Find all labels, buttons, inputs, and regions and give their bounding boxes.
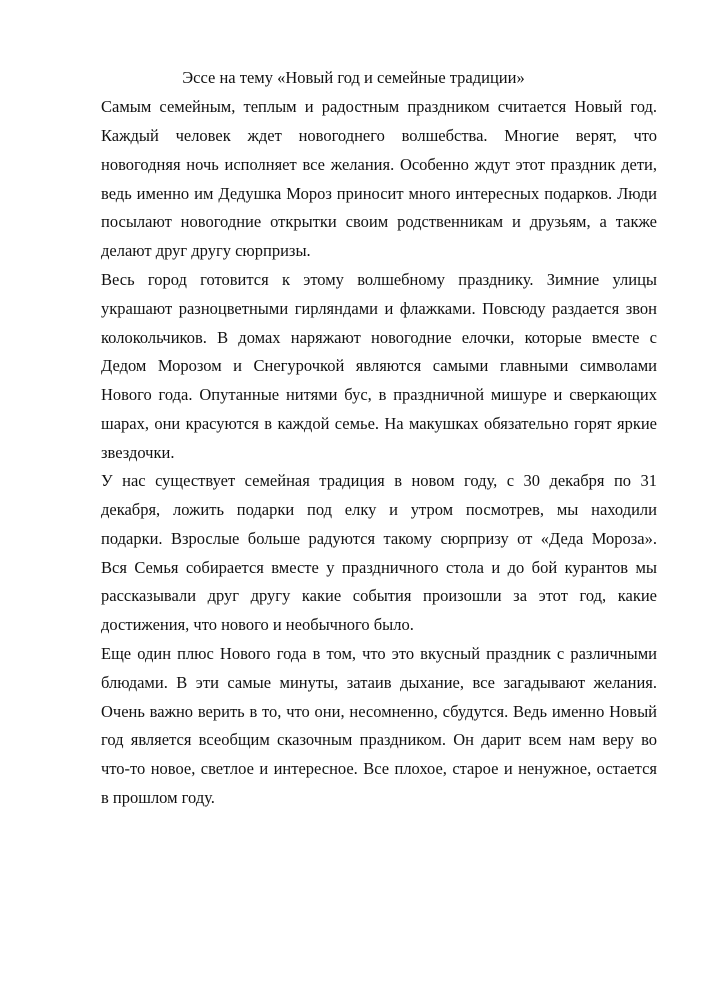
paragraph-1-line: новогодняя ночь исполняет все желания. Особенно ждут этот праздник дети, xyxy=(101,155,657,174)
paragraph-4-line: Еще один плюс Нового года в том, что это вкусный праздник с различными xyxy=(101,644,657,663)
paragraph-3-line: Вся Семья собирается вместе у праздничного стола и до бой курантов мы xyxy=(101,558,657,577)
paragraph-2-line: звездочки. xyxy=(101,443,175,462)
paragraph-1-line: Каждый человек ждет новогоднего волшебства. Многие верят, что xyxy=(101,126,657,145)
paragraph-2-line: Нового года. Опутанные нитями бус, в праздничной мишуре и сверкающих xyxy=(101,385,657,404)
paragraph-4-line: Очень важно верить в то, что они, несомненно, сбудутся. Ведь именно Новый xyxy=(101,702,657,721)
paragraph-2-line: Весь город готовится к этому волшебному празднику. Зимние улицы xyxy=(101,270,657,289)
paragraph-2-line: шарах, они красуются в каждой семье. На макушках обязательно горят яркие xyxy=(101,414,657,433)
paragraph-2-line: украшают разноцветными гирляндами и флажками. Повсюду раздается звон xyxy=(101,299,657,318)
paragraph-4-line: год является всеобщим сказочным праздником. Он дарит всем нам веру во xyxy=(101,730,657,749)
paragraph-2-line: Дедом Морозом и Снегурочкой являются самыми главными символами xyxy=(101,356,657,375)
paragraph-3-line: декабря, ложить подарки под елку и утром посмотрев, мы находили xyxy=(101,500,657,519)
paragraph-1-line: Самым семейным, теплым и радостным праздником считается Новый год. xyxy=(101,97,657,116)
paragraph-3-line: У нас существует семейная традиция в новом году, с 30 декабря по 31 xyxy=(101,471,657,490)
paragraph-2-line: колокольчиков. В домах наряжают новогодние елочки, которые вместе с xyxy=(101,328,657,347)
paragraph-4-line: в прошлом году. xyxy=(101,788,215,807)
paragraph-1-line: ведь именно им Дедушка Мороз приносит много интересных подарков. Люди xyxy=(101,184,657,203)
paragraph-1-line: делают друг другу сюрпризы. xyxy=(101,241,311,260)
paragraph-4-line: что-то новое, светлое и интересное. Все плохое, старое и ненужное, остается xyxy=(101,759,657,778)
paragraph-3-line: подарки. Взрослые больше радуются такому сюрпризу от «Деда Мороза». xyxy=(101,529,657,548)
paragraph-3-line: рассказывали друг другу какие события произошли за этот год, какие xyxy=(101,586,657,605)
paragraph-4-line: блюдами. В эти самые минуты, затаив дыхание, все загадывают желания. xyxy=(101,673,657,692)
essay-title: Эссе на тему «Новый год и семейные традиции» xyxy=(182,68,525,87)
paragraph-1-line: посылают новогодние открытки своим родственникам и друзьям, а также xyxy=(101,212,657,231)
paragraph-3-line: достижения, что нового и необычного было. xyxy=(101,615,414,634)
